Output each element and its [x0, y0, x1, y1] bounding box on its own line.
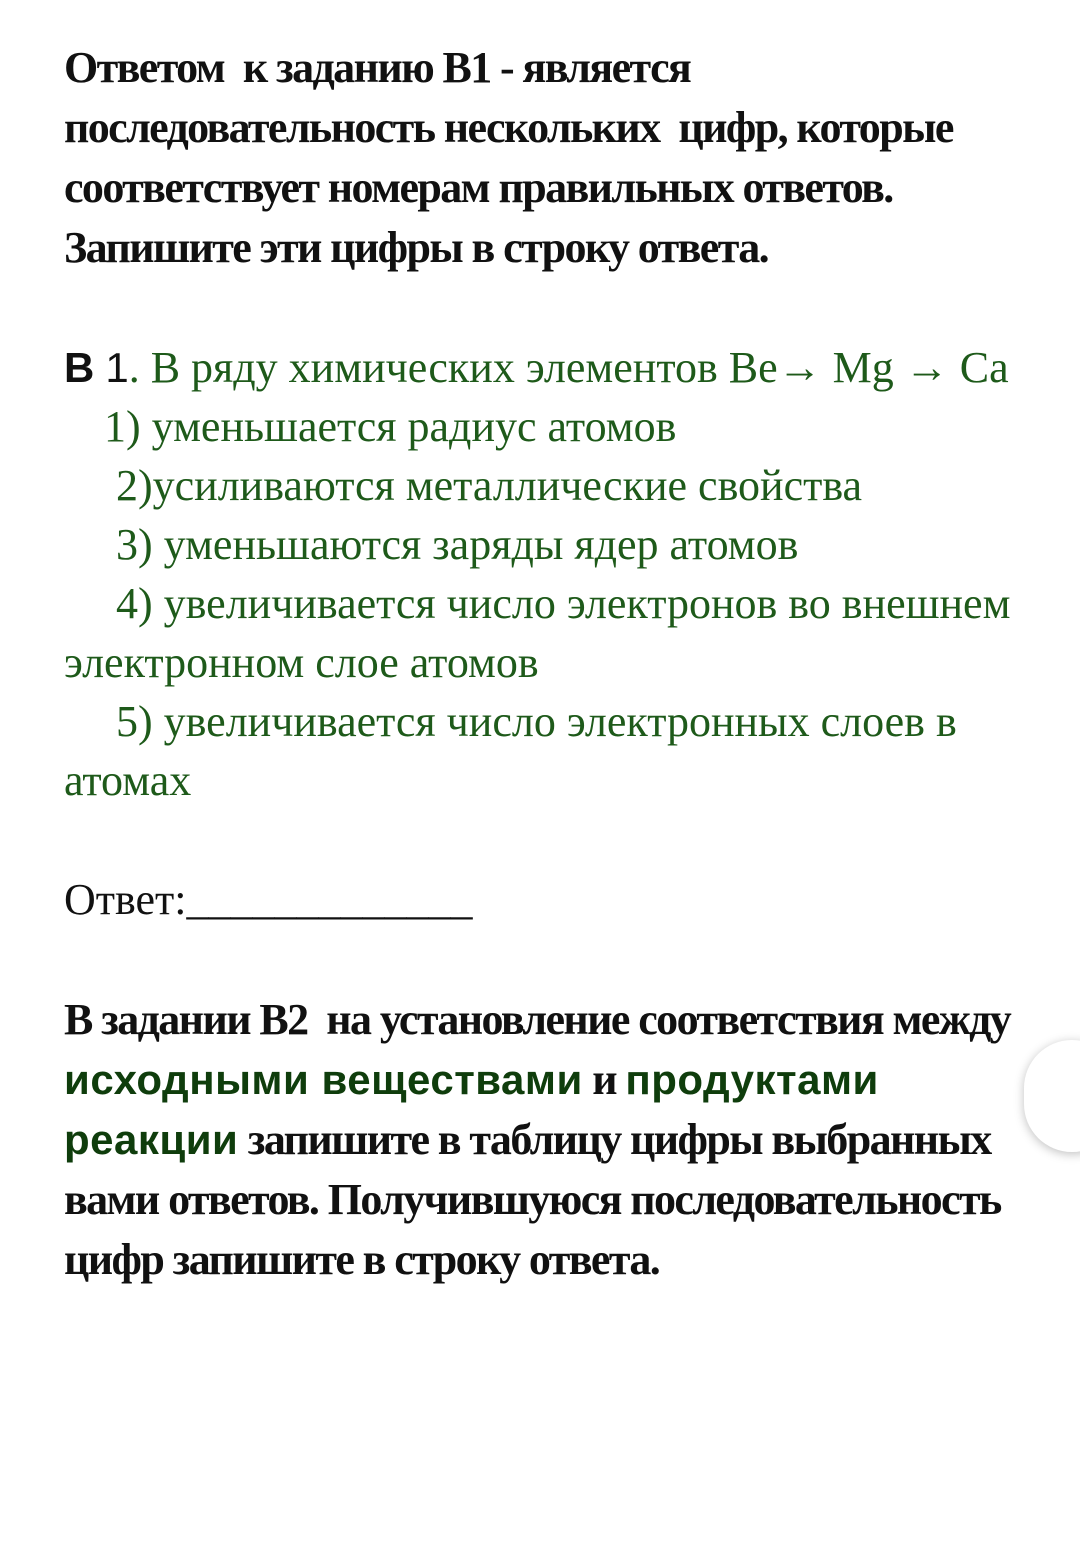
task-b2-highlight-reagents: исходными веществами — [64, 1056, 583, 1103]
document-page — [64, 38, 1044, 1290]
task-b1-number: 1 — [105, 344, 129, 391]
answer-blank: _____________ — [186, 875, 473, 924]
task-b1-question — [64, 338, 1044, 397]
task-b2-paragraph — [64, 990, 1044, 1290]
task-b2-highlight-products: продуктами реакции — [64, 1056, 892, 1163]
task-b1-option-5: 5) увеличивается число электронных слоев в атомах — [64, 697, 968, 805]
answer-line — [64, 870, 1044, 930]
task-b1-option-4: 4) увеличивается число электронов во внешнем электронном слое атомов — [64, 579, 1022, 687]
task-b1 — [64, 338, 1044, 810]
task-b1-label: В — [64, 344, 95, 391]
intro-paragraph: Ответом к заданию В1 - является последовательность нескольких цифр, которые соответствует номерам правильных ответов. Запишите эти цифры в строку ответа. — [64, 43, 963, 272]
task-b1-option-2: 2)усиливаются металлические свойства — [116, 461, 863, 510]
task-b1-question-text: . В ряду химических элементов Be→ Mg → Ca — [128, 343, 1009, 392]
answer-label: Ответ: — [64, 875, 187, 924]
task-b2-text-after: запишите в таблицу цифры выбранных вами ответов. Получившуюся последовательность цифр запишите в строку ответа. — [64, 1115, 1011, 1284]
task-b1-option-3: 3) уменьшаются заряды ядер атомов — [116, 520, 799, 569]
task-b2-text-mid: и — [582, 1055, 626, 1104]
task-b2-text-before: В задании В2 на установление соответствия между — [64, 995, 1029, 1044]
task-b1-option-1: 1) уменьшается радиус атомов — [104, 402, 677, 451]
